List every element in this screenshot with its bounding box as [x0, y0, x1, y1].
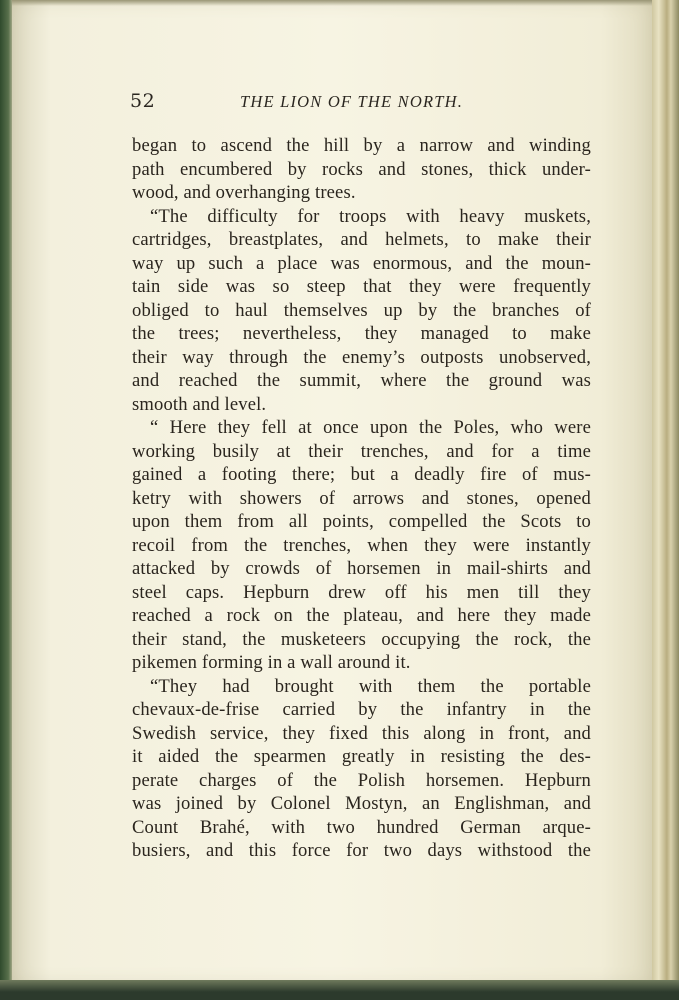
text-line: began to ascend the hill by a narrow and winding — [132, 135, 591, 156]
text-line: steel caps. Hepburn drew off his men till they — [132, 581, 591, 603]
body-text — [132, 134, 591, 863]
text-line: obliged to haul themselves up by the branches of — [132, 299, 591, 321]
text-line: their way through the enemy’s outposts unobserved, — [132, 346, 591, 368]
book-cover-edge-bottom — [0, 980, 679, 1000]
book-page-stack-edge — [652, 0, 679, 1000]
text-line: way up such a place was enormous, and the moun- — [132, 252, 591, 274]
running-head — [130, 90, 595, 116]
text-line: tain side was so steep that they were frequently — [132, 276, 591, 297]
text-line: cartridges, breastplates, and helmets, to make their — [132, 229, 591, 250]
running-title: THE LION OF THE NORTH. — [240, 92, 464, 111]
text-line: upon them from all points, compelled the Scots to — [132, 511, 591, 532]
text-line: Swedish service, they fixed this along in front, and — [132, 722, 591, 744]
text-line: attacked by crowds of horsemen in mail-shirts and — [132, 558, 591, 579]
text-line: pikemen forming in a wall around it. — [132, 652, 411, 673]
text-line: reached a rock on the plateau, and here they made — [132, 605, 591, 626]
text-line: “ Here they fell at once upon the Poles, who were — [150, 417, 591, 438]
text-line: recoil from the trenches, when they were instantly — [132, 534, 591, 556]
text-line: “They had brought with them the portable — [150, 675, 591, 697]
text-line: the trees; nevertheless, they managed to make — [132, 323, 591, 344]
text-line: gained a footing there; but a deadly fire of mus- — [132, 464, 591, 485]
text-line: path encumbered by rocks and stones, thick under- — [132, 158, 591, 180]
text-line: busiers, and this force for two days withstood the — [132, 840, 591, 861]
text-line: “The difficulty for troops with heavy muskets, — [150, 205, 591, 227]
text-line: it aided the spearmen greatly in resisting the des- — [132, 746, 591, 767]
text-line: Count Brahé, with two hundred German arque- — [132, 816, 591, 838]
text-line: smooth and level. — [132, 393, 267, 415]
text-line: perate charges of the Polish horsemen. Hepburn — [132, 769, 591, 791]
text-line: chevaux-de-frise carried by the infantry in the — [132, 699, 591, 720]
page-number: 52 — [130, 90, 156, 112]
text-line: their stand, the musketeers occupying the rock, the — [132, 628, 591, 650]
text-line: ketry with showers of arrows and stones, opened — [132, 487, 591, 509]
page-top-shadow — [12, 0, 652, 6]
text-line: wood, and overhanging trees. — [132, 182, 356, 203]
text-line: working busily at their trenches, and for a time — [132, 440, 591, 462]
text-line: was joined by Colonel Mostyn, an Englishman, and — [132, 793, 591, 814]
text-line: and reached the summit, where the ground was — [132, 370, 591, 391]
